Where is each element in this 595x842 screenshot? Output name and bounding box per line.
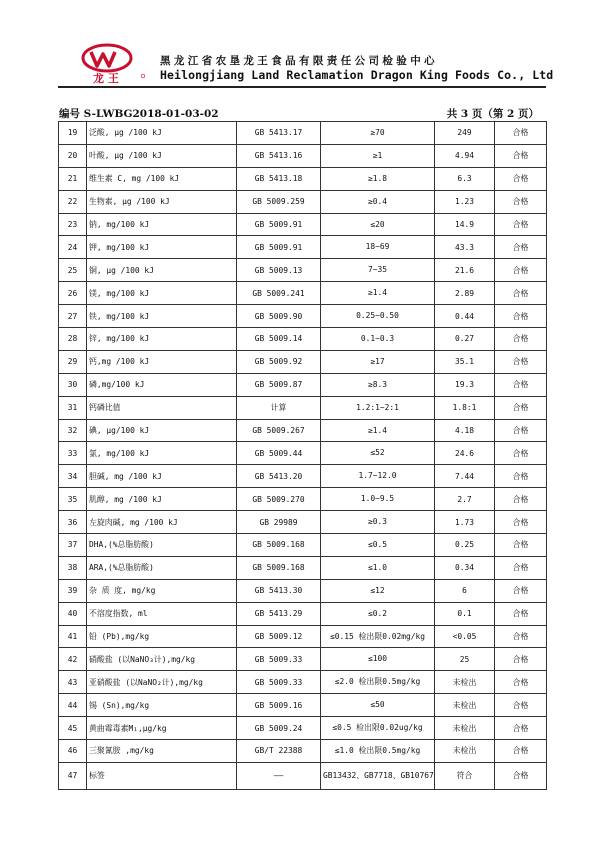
test-method-cell: GB 5413.18	[237, 167, 321, 190]
test-result-cell: 1.23	[435, 190, 495, 213]
conclusion-cell: 合格	[495, 762, 547, 789]
standard-requirement-cell: ≤12	[321, 579, 435, 602]
table-row	[59, 190, 547, 213]
test-item-cell: 肌醇, mg /100 kJ	[87, 488, 237, 511]
test-result-cell: 2.7	[435, 488, 495, 511]
test-result-cell: 符合	[435, 762, 495, 789]
standard-requirement-cell: ≤50	[321, 694, 435, 717]
inspection-results-table	[58, 121, 547, 790]
row-number-cell: 47	[59, 762, 87, 789]
standard-requirement-cell: ≤0.5 检出限0.02ug/kg	[321, 717, 435, 740]
test-item-cell: 钠, mg/100 kJ	[87, 213, 237, 236]
test-method-cell: GB 5413.16	[237, 144, 321, 167]
conclusion-cell: 合格	[495, 190, 547, 213]
test-method-cell: GB/T 22388	[237, 740, 321, 763]
conclusion-cell: 合格	[495, 419, 547, 442]
conclusion-cell: 合格	[495, 694, 547, 717]
test-result-cell: 1.8:1	[435, 396, 495, 419]
test-result-cell: 0.27	[435, 328, 495, 351]
standard-requirement-cell: 0.1~0.3	[321, 328, 435, 351]
test-result-cell: 21.6	[435, 259, 495, 282]
table-row	[59, 328, 547, 351]
test-item-cell: 黄曲霉毒素M₁,μg/kg	[87, 717, 237, 740]
test-result-cell: 0.25	[435, 534, 495, 557]
standard-requirement-cell: ≤20	[321, 213, 435, 236]
test-result-cell: 19.3	[435, 373, 495, 396]
row-number-cell: 23	[59, 213, 87, 236]
standard-requirement-cell: ≤0.2	[321, 602, 435, 625]
table-row	[59, 717, 547, 740]
row-number-cell: 38	[59, 556, 87, 579]
test-method-cell: GB 5009.168	[237, 556, 321, 579]
conclusion-cell: 合格	[495, 671, 547, 694]
row-number-cell: 46	[59, 740, 87, 763]
standard-requirement-cell: ≥1.8	[321, 167, 435, 190]
row-number-cell: 30	[59, 373, 87, 396]
company-name-en: Heilongjiang Land Reclamation Dragon King Foods Co., Ltd	[160, 68, 554, 82]
row-number-cell: 26	[59, 282, 87, 305]
svg-text:龙 王: 龙 王	[93, 72, 119, 85]
row-number-cell: 37	[59, 534, 87, 557]
conclusion-cell: 合格	[495, 167, 547, 190]
test-result-cell: 1.73	[435, 511, 495, 534]
test-item-cell: 氯, mg/100 kJ	[87, 442, 237, 465]
test-method-cell: GB 5009.14	[237, 328, 321, 351]
test-result-cell: 25	[435, 648, 495, 671]
test-method-cell: GB 5009.87	[237, 373, 321, 396]
company-name-cn: 黑龙江省农垦龙王食品有限责任公司检验中心	[160, 55, 438, 67]
test-method-cell: GB 5009.90	[237, 305, 321, 328]
test-result-cell: 6.3	[435, 167, 495, 190]
test-result-cell: 未检出	[435, 671, 495, 694]
test-item-cell: 钙磷比值	[87, 396, 237, 419]
standard-requirement-cell: GB13432、GB7718、GB10767	[321, 762, 435, 789]
test-result-cell: <0.05	[435, 625, 495, 648]
test-result-cell: 7.44	[435, 465, 495, 488]
conclusion-cell: 合格	[495, 122, 547, 145]
test-result-cell: 0.44	[435, 305, 495, 328]
table-row	[59, 534, 547, 557]
table-row	[59, 694, 547, 717]
test-item-cell: 左旋肉碱, mg /100 kJ	[87, 511, 237, 534]
test-method-cell: GB 5009.267	[237, 419, 321, 442]
conclusion-cell: 合格	[495, 648, 547, 671]
test-result-cell: 4.94	[435, 144, 495, 167]
test-result-cell: 4.18	[435, 419, 495, 442]
test-item-cell: 标签	[87, 762, 237, 789]
table-row	[59, 305, 547, 328]
test-item-cell: 维生素 C, mg /100 kJ	[87, 167, 237, 190]
test-item-cell: 锡 (Sn),mg/kg	[87, 694, 237, 717]
table-row	[59, 465, 547, 488]
test-result-cell: 未检出	[435, 717, 495, 740]
conclusion-cell: 合格	[495, 579, 547, 602]
document-number: 编号 S-LWBG2018-01-03-02	[59, 108, 219, 120]
conclusion-cell: 合格	[495, 259, 547, 282]
row-number-cell: 40	[59, 602, 87, 625]
standard-requirement-cell: ≥8.3	[321, 373, 435, 396]
table-row	[59, 350, 547, 373]
test-item-cell: 铁, mg/100 kJ	[87, 305, 237, 328]
standard-requirement-cell: 1.2:1~2:1	[321, 396, 435, 419]
table-row	[59, 556, 547, 579]
row-number-cell: 21	[59, 167, 87, 190]
row-number-cell: 29	[59, 350, 87, 373]
row-number-cell: 28	[59, 328, 87, 351]
test-result-cell: 249	[435, 122, 495, 145]
table-row	[59, 648, 547, 671]
standard-requirement-cell: ≥0.4	[321, 190, 435, 213]
test-method-cell: GB 5413.17	[237, 122, 321, 145]
table-row	[59, 236, 547, 259]
test-result-cell: 2.89	[435, 282, 495, 305]
test-item-cell: 胆碱, mg /100 kJ	[87, 465, 237, 488]
test-method-cell: GB 5009.33	[237, 671, 321, 694]
row-number-cell: 39	[59, 579, 87, 602]
test-result-cell: 14.9	[435, 213, 495, 236]
test-item-cell: 泛酸, μg /100 kJ	[87, 122, 237, 145]
table-row	[59, 419, 547, 442]
row-number-cell: 44	[59, 694, 87, 717]
test-method-cell: GB 5009.12	[237, 625, 321, 648]
test-item-cell: 镁, mg/100 kJ	[87, 282, 237, 305]
test-method-cell: GB 5009.33	[237, 648, 321, 671]
test-item-cell: 硝酸盐 (以NaNO₃计),mg/kg	[87, 648, 237, 671]
test-method-cell: GB 5413.20	[237, 465, 321, 488]
test-method-cell: GB 5009.91	[237, 213, 321, 236]
row-number-cell: 22	[59, 190, 87, 213]
test-item-cell: DHA,(%总脂肪酸)	[87, 534, 237, 557]
standard-requirement-cell: ≤52	[321, 442, 435, 465]
test-item-cell: 钙,mg /100 kJ	[87, 350, 237, 373]
test-item-cell: 碘, μg/100 kJ	[87, 419, 237, 442]
test-method-cell: GB 5009.270	[237, 488, 321, 511]
test-result-cell: 43.3	[435, 236, 495, 259]
standard-requirement-cell: 18~69	[321, 236, 435, 259]
standard-requirement-cell: ≤0.5	[321, 534, 435, 557]
test-result-cell: 未检出	[435, 694, 495, 717]
table-row	[59, 396, 547, 419]
standard-requirement-cell: 0.25~0.50	[321, 305, 435, 328]
row-number-cell: 35	[59, 488, 87, 511]
standard-requirement-cell: ≤2.0 检出限0.5mg/kg	[321, 671, 435, 694]
row-number-cell: 33	[59, 442, 87, 465]
test-item-cell: 不溶度指数, ml	[87, 602, 237, 625]
row-number-cell: 34	[59, 465, 87, 488]
test-result-cell: 6	[435, 579, 495, 602]
standard-requirement-cell: ≥1.4	[321, 419, 435, 442]
test-result-cell: 0.1	[435, 602, 495, 625]
table-row	[59, 625, 547, 648]
company-logo	[63, 42, 153, 86]
standard-requirement-cell: 1.7~12.0	[321, 465, 435, 488]
table-row	[59, 740, 547, 763]
test-item-cell: 生物素, μg /100 kJ	[87, 190, 237, 213]
conclusion-cell: 合格	[495, 556, 547, 579]
test-method-cell: GB 5009.24	[237, 717, 321, 740]
test-item-cell: 三聚氰胺 ,mg/kg	[87, 740, 237, 763]
conclusion-cell: 合格	[495, 465, 547, 488]
table-row	[59, 259, 547, 282]
test-method-cell: GB 5009.241	[237, 282, 321, 305]
test-result-cell: 35.1	[435, 350, 495, 373]
table-row	[59, 511, 547, 534]
test-method-cell: ——	[237, 762, 321, 789]
standard-requirement-cell: ≤1.0 检出限0.5mg/kg	[321, 740, 435, 763]
test-method-cell: GB 5009.16	[237, 694, 321, 717]
standard-requirement-cell: ≥70	[321, 122, 435, 145]
standard-requirement-cell: ≥17	[321, 350, 435, 373]
standard-requirement-cell: ≤0.15 检出限0.02mg/kg	[321, 625, 435, 648]
page-indicator: 共 3 页（第 2 页）	[446, 108, 539, 120]
conclusion-cell: 合格	[495, 144, 547, 167]
table-row	[59, 167, 547, 190]
standard-requirement-cell: ≥1.4	[321, 282, 435, 305]
conclusion-cell: 合格	[495, 305, 547, 328]
conclusion-cell: 合格	[495, 236, 547, 259]
conclusion-cell: 合格	[495, 717, 547, 740]
table-row	[59, 213, 547, 236]
test-method-cell: GB 29989	[237, 511, 321, 534]
row-number-cell: 20	[59, 144, 87, 167]
table-row	[59, 579, 547, 602]
table-row	[59, 442, 547, 465]
test-method-cell: GB 5009.92	[237, 350, 321, 373]
row-number-cell: 25	[59, 259, 87, 282]
table-row	[59, 282, 547, 305]
test-item-cell: 锌, mg/100 kJ	[87, 328, 237, 351]
test-method-cell: GB 5009.91	[237, 236, 321, 259]
test-item-cell: 磷,mg/100 kJ	[87, 373, 237, 396]
row-number-cell: 31	[59, 396, 87, 419]
conclusion-cell: 合格	[495, 602, 547, 625]
table-row	[59, 373, 547, 396]
test-method-cell: 计算	[237, 396, 321, 419]
test-result-cell: 24.6	[435, 442, 495, 465]
conclusion-cell: 合格	[495, 373, 547, 396]
conclusion-cell: 合格	[495, 442, 547, 465]
standard-requirement-cell: ≤100	[321, 648, 435, 671]
table-row	[59, 671, 547, 694]
row-number-cell: 32	[59, 419, 87, 442]
row-number-cell: 42	[59, 648, 87, 671]
test-method-cell: GB 5009.168	[237, 534, 321, 557]
row-number-cell: 27	[59, 305, 87, 328]
table-row	[59, 602, 547, 625]
row-number-cell: 19	[59, 122, 87, 145]
table-row	[59, 144, 547, 167]
test-item-cell: ARA,(%总脂肪酸)	[87, 556, 237, 579]
table-row	[59, 122, 547, 145]
test-item-cell: 叶酸, μg /100 kJ	[87, 144, 237, 167]
conclusion-cell: 合格	[495, 396, 547, 419]
conclusion-cell: 合格	[495, 625, 547, 648]
conclusion-cell: 合格	[495, 350, 547, 373]
conclusion-cell: 合格	[495, 282, 547, 305]
standard-requirement-cell: 1.0~9.5	[321, 488, 435, 511]
row-number-cell: 24	[59, 236, 87, 259]
test-item-cell: 杂 质 度, mg/kg	[87, 579, 237, 602]
row-number-cell: 45	[59, 717, 87, 740]
test-item-cell: 铜, μg /100 kJ	[87, 259, 237, 282]
table-body	[59, 122, 547, 790]
row-number-cell: 41	[59, 625, 87, 648]
test-method-cell: GB 5413.30	[237, 579, 321, 602]
test-item-cell: 亚硝酸盐 (以NaNO₂计),mg/kg	[87, 671, 237, 694]
conclusion-cell: 合格	[495, 488, 547, 511]
test-result-cell: 未检出	[435, 740, 495, 763]
test-method-cell: GB 5009.44	[237, 442, 321, 465]
header-divider	[58, 86, 546, 88]
test-item-cell: 钾, mg/100 kJ	[87, 236, 237, 259]
test-method-cell: GB 5413.29	[237, 602, 321, 625]
test-result-cell: 0.34	[435, 556, 495, 579]
conclusion-cell: 合格	[495, 511, 547, 534]
conclusion-cell: 合格	[495, 328, 547, 351]
test-method-cell: GB 5009.13	[237, 259, 321, 282]
row-number-cell: 43	[59, 671, 87, 694]
row-number-cell: 36	[59, 511, 87, 534]
conclusion-cell: 合格	[495, 740, 547, 763]
test-method-cell: GB 5009.259	[237, 190, 321, 213]
conclusion-cell: 合格	[495, 534, 547, 557]
standard-requirement-cell: ≥1	[321, 144, 435, 167]
table-row	[59, 488, 547, 511]
table-row	[59, 762, 547, 789]
standard-requirement-cell: 7~35	[321, 259, 435, 282]
conclusion-cell: 合格	[495, 213, 547, 236]
test-item-cell: 铅 (Pb),mg/kg	[87, 625, 237, 648]
standard-requirement-cell: ≤1.0	[321, 556, 435, 579]
standard-requirement-cell: ≥0.3	[321, 511, 435, 534]
